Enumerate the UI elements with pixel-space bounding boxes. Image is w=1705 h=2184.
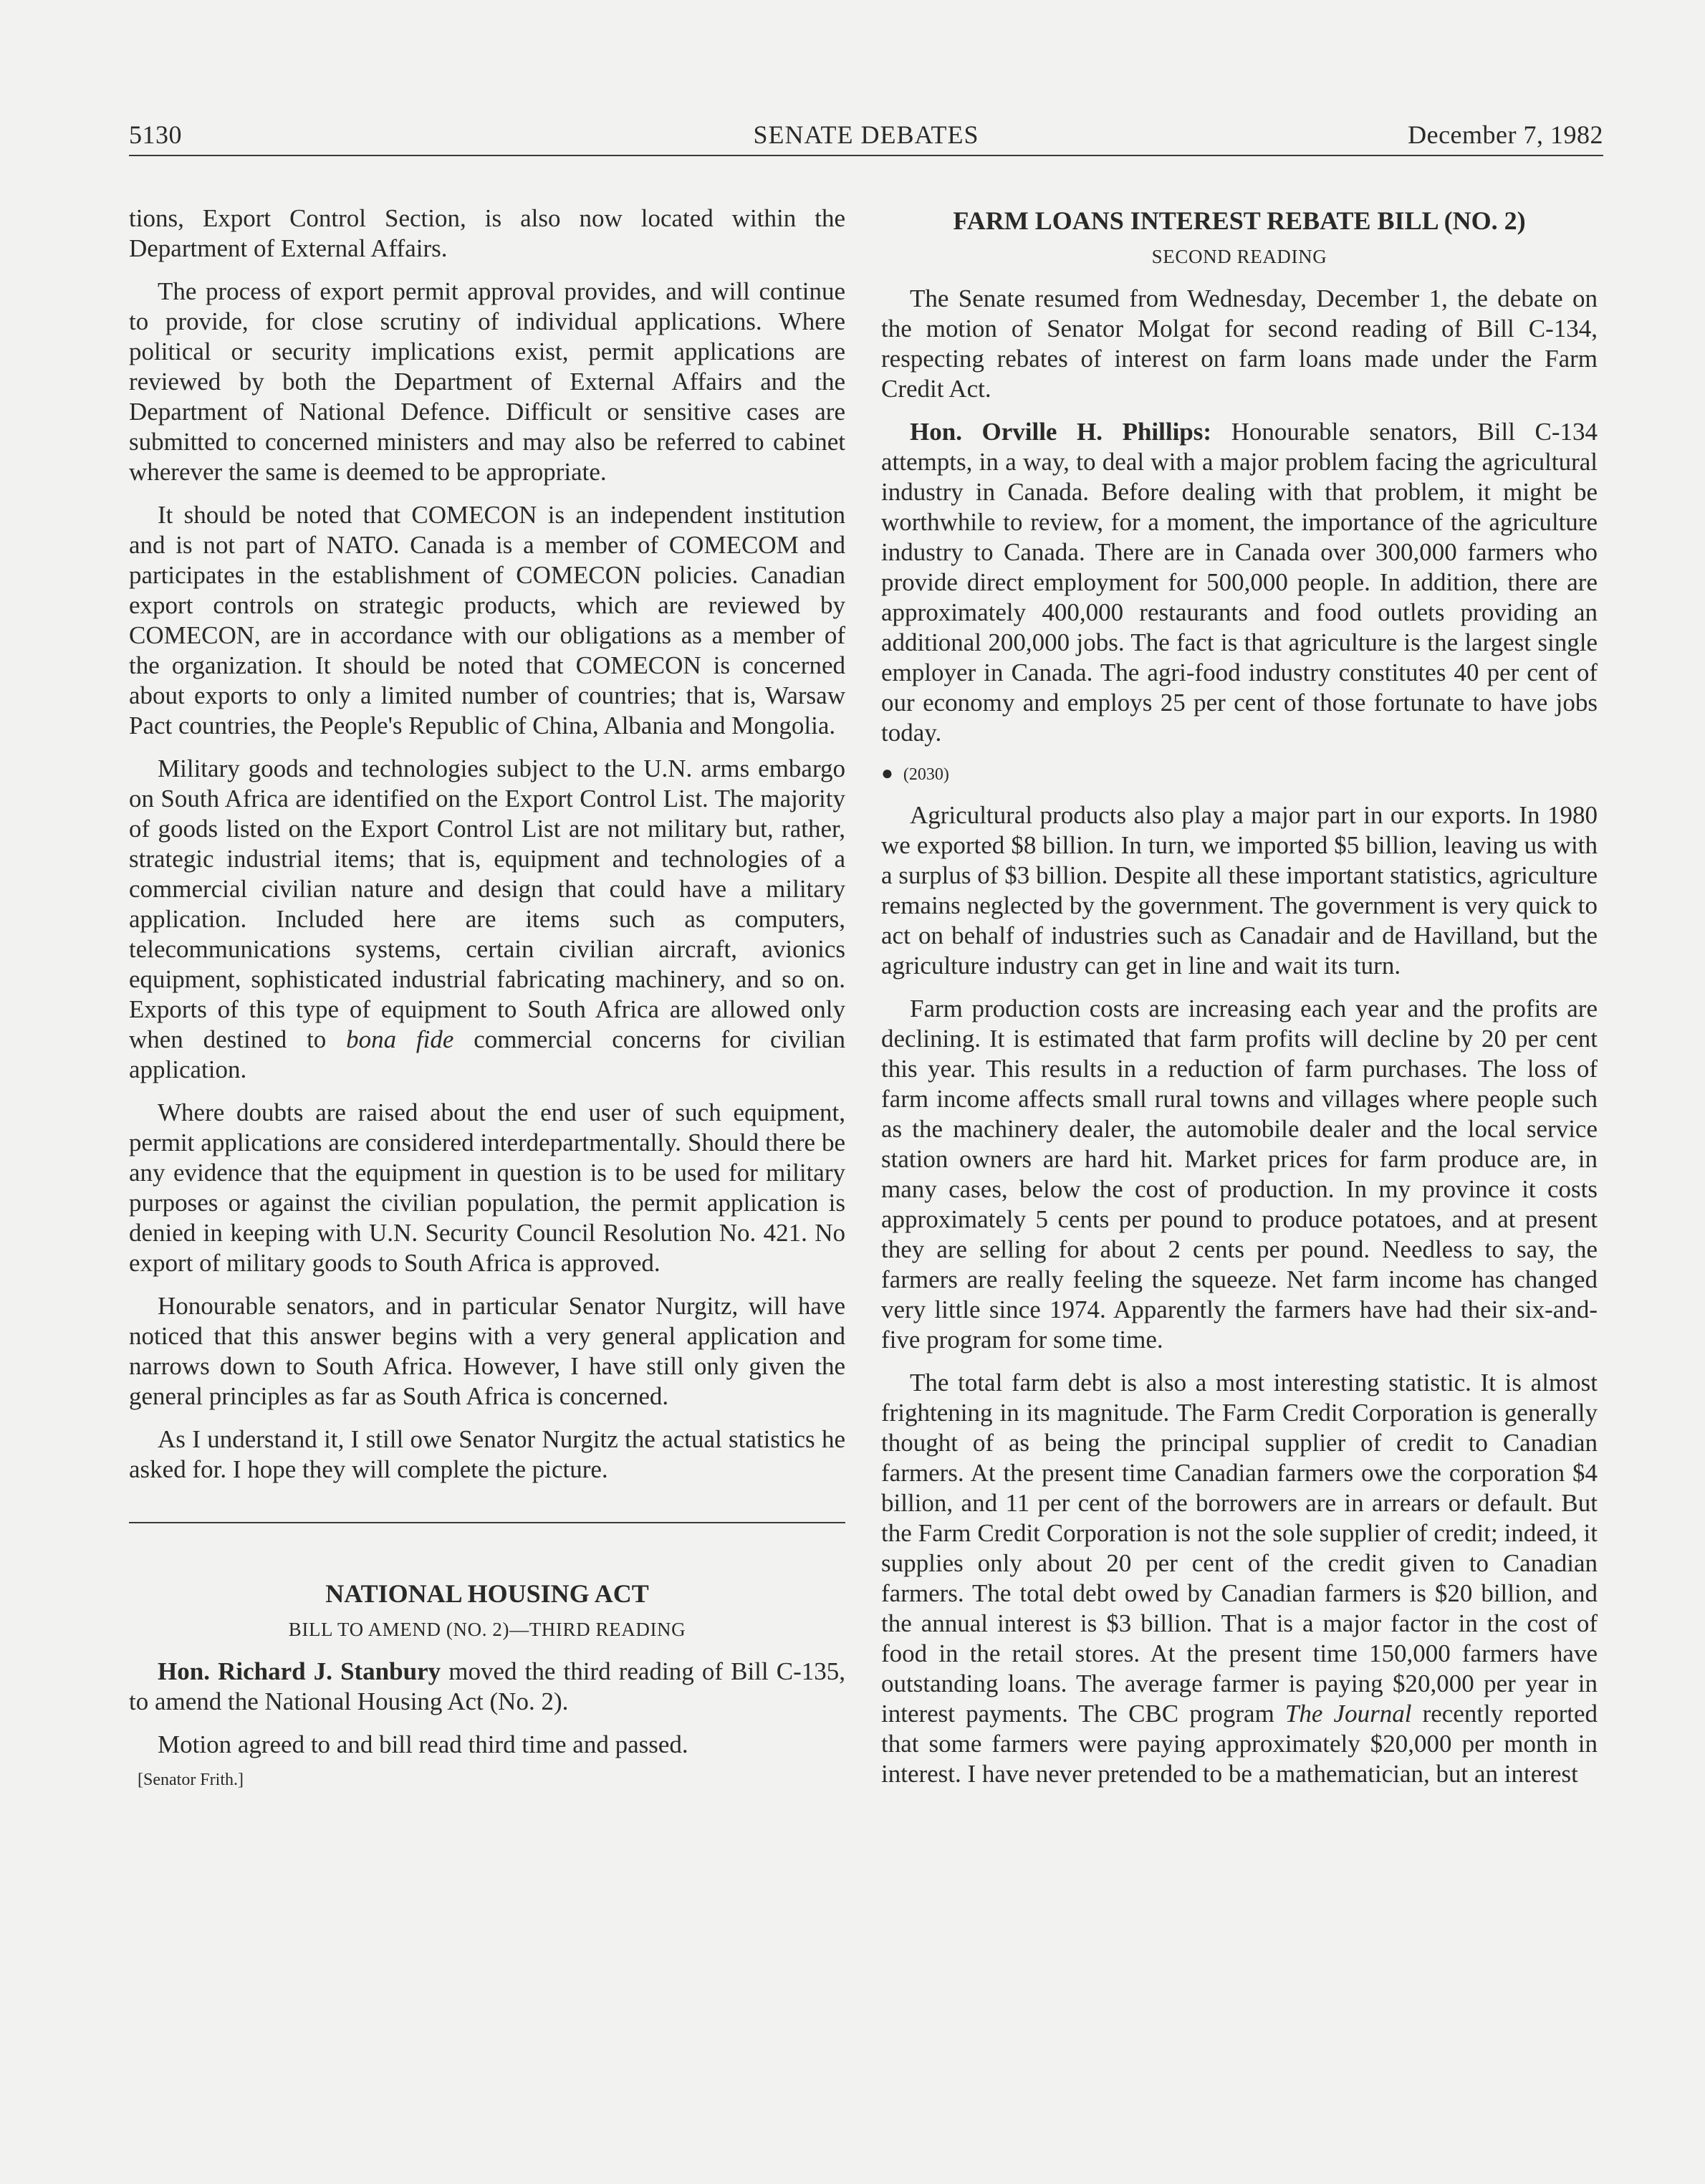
- italic-title: The Journal: [1284, 1700, 1412, 1728]
- paragraph: Honourable senators, and in particular Senator Nurgitz, will have noticed that this answer begins with a very general application and narrows down to South Africa. However, I have still only given the general principles as far as South Africa is concerned.: [129, 1292, 845, 1410]
- paragraph-speech: [881, 417, 1598, 748]
- section-heading-national-housing-act: NATIONAL HOUSING ACT: [325, 1579, 649, 1608]
- italic-term: bona fide: [346, 1025, 454, 1053]
- paragraph: Farm production costs are increasing each year and the profits are declining. It is estimated that farm profits will decline by 20 per cent this year. This results in a reduction of farm purchases. The loss of farm income affects small rural towns and villages where people such as the machinery dealer, the automobile dealer and the local service station owners are hard hit. Market prices for farm produce are, in many cases, below the cost of production. In my province it costs approximately 5 cents per pound to produce potatoes, and at present they are selling for about 2 cents per pound. Needless to say, the farmers are really feeling the squeeze. Net farm income has changed very little since 1974. Apparently the farmers have had their six-and-five program for some time.: [881, 995, 1598, 1354]
- publication-title: SENATE DEBATES: [753, 120, 979, 149]
- paragraph-intro: The Senate resumed from Wednesday, December 1, the debate on the motion of Senator Molgat for second reading of Bill C-134, respecting rebates of interest on farm loans made under the Farm Credit Act.: [881, 284, 1598, 403]
- paragraph-result: Motion agreed to and bill read third time and passed.: [158, 1730, 688, 1758]
- text-run: moved the third reading of Bill C-135, to amend the National Housing Act (No. 2).: [129, 1657, 845, 1715]
- text-run: Honourable senators, Bill C-134 attempts, in a way, to deal with a major problem facing the agricultural industry in Canada. Before dealing with that problem, it might be worthwhile to review, for a moment, the importance of the agriculture industry to Canada. There are in Canada over 300,000 farmers who provide direct employment for 500,000 people. In addition, there are approximately 400,000 restaurants and food outlets providing an additional 200,000 jobs. The fact is that agriculture is the largest single employer in Canada. The agri-food industry constitutes 40 per cent of our economy and employs 25 per cent of those fortunate to have jobs today.: [881, 418, 1598, 747]
- time-marker: [881, 761, 1598, 787]
- paragraph-farm-debt: [881, 1368, 1598, 1789]
- text-run: commercial concerns for civilian application.: [129, 1025, 845, 1083]
- paragraph-export-control-list: [129, 754, 845, 1085]
- paragraph: The process of export permit approval provides, and will continue to provide, for close scrutiny of individual applications. Where political or security implications exist, permit applications are reviewed by both the Department of External Affairs and the Department of National Defence. Difficult or sensitive cases are submitted to concerned ministers and may also be referred to cabinet wherever the same is deemed to be appropriate.: [129, 277, 845, 486]
- text-run: The total farm debt is also a most interesting statistic. It is almost frightening in its magnitude. The Farm Credit Corporation is generally thought of as being the principal supplier of credit to Canadian farmers. At the present time Canadian farmers owe the corporation $4 billion, and 11 per cent of the borrowers are in arrears or default. But the Farm Credit Corporation is not the sole supplier of credit; indeed, it supplies only about 20 per cent of the credit given to Canadian farmers. The total debt owed by Canadian farmers is $20 billion, and the annual interest is $3 billion. That is a major factor in the cost of food in the retail stores. At the present time 150,000 farmers have outstanding loans. The average farmer is paying $20,000 per year in interest payments. The CBC program: [881, 1369, 1598, 1728]
- section-subheading: SECOND READING: [1151, 246, 1327, 267]
- left-column: [129, 203, 845, 1791]
- paragraph: tions, Export Control Section, is also now located within the Department of External Affairs.: [129, 204, 845, 262]
- paragraph: It should be noted that COMECON is an independent institution and is not part of NATO. Canada is a member of COMECOM and participates in the establishment of COMECON policies. Canadian export controls on strategic products, which are reviewed by COMECON, are in accordance with our obligations as a member of the organization. It should be noted that COMECON is concerned about exports to only a limited number of countries; that is, Warsaw Pact countries, the People's Republic of China, Albania and Mongolia.: [129, 501, 845, 739]
- bullet-icon: ●: [881, 762, 893, 785]
- page-header: [129, 115, 1603, 156]
- publication-date: December 7, 1982: [1408, 120, 1603, 149]
- paragraph: As I understand it, I still owe Senator Nurgitz the actual statistics he asked for. I hope they will complete the picture.: [129, 1425, 845, 1483]
- text-run: recently reported that some farmers were paying approximately $20,000 per month in interest. I have never pretended to be a mathematician, but an interest: [881, 1700, 1598, 1788]
- text-run: Military goods and technologies subject to the U.N. arms embargo on South Africa are identified on the Export Control List. The majority of goods listed on the Export Control List are not military but, rather, strategic industrial items; that is, equipment and technologies of a commercial civilian nature and design that could have a military application. Included here are items such as computers, telecommunications systems, certain civilian aircraft, avionics equipment, sophisticated industrial fabricating machinery, and so on. Exports of this type of equipment to South Africa are allowed only when destined to: [129, 755, 845, 1053]
- section-divider: [129, 1522, 845, 1523]
- section-heading-farm-loans: FARM LOANS INTEREST REBATE BILL (NO. 2): [953, 206, 1526, 235]
- paragraph: Agricultural products also play a major part in our exports. In 1980 we exported $8 billion. In turn, we imported $5 billion, leaving us with a surplus of $3 billion. Despite all these important statistics, agriculture remains neglected by the government. The government is very quick to act on behalf of industries such as Canadair and de Havilland, but the agriculture industry can get in line and wait its turn.: [881, 801, 1598, 980]
- speaker-attribution: [Senator Frith.]: [138, 1771, 244, 1789]
- paragraph: Where doubts are raised about the end user of such equipment, permit applications are considered interdepartmentally. Should there be any evidence that the equipment in question is to be used for military purposes or against the civilian population, the permit application is denied in keeping with U.N. Security Council Resolution No. 421. No export of military goods to South Africa is approved.: [129, 1098, 845, 1277]
- paragraph-motion: [129, 1657, 845, 1717]
- speaker-name: Hon. Orville H. Phillips:: [910, 418, 1212, 446]
- page-number: 5130: [129, 120, 182, 149]
- speaker-name: Hon. Richard J. Stanbury: [158, 1657, 441, 1685]
- section-subheading: BILL TO AMEND (NO. 2)—THIRD READING: [288, 1619, 686, 1640]
- right-column: [881, 203, 1598, 1802]
- time-marker-label: (2030): [903, 765, 949, 784]
